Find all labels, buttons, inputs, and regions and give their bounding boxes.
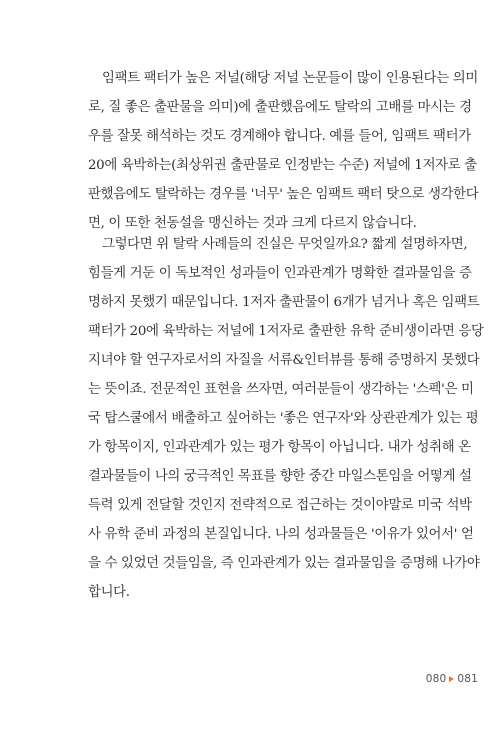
paragraph-line: 득력 있게 전달할 것인지 전략적으로 접근하는 것이야말로 미국 석박 [88, 498, 472, 513]
right-page-number: 081 [457, 673, 478, 685]
paragraph-line: 20에 육박하는(최상위권 출판물로 인정받는 수준) 저널에 1저자로 출 [88, 158, 477, 173]
paragraph-line: 팩터가 20에 육박하는 저널에 1저자로 출판한 유학 준비생이라면 응당 [88, 324, 484, 339]
paragraph-1 [88, 64, 479, 238]
paragraph-line: 힘들게 거둔 이 독보적인 성과들이 인과관계가 명확한 결과물임을 증 [88, 266, 472, 281]
paragraph-line: 그렇다면 위 탈락 사례들의 진실은 무엇일까요? 짧게 설명하자면, [102, 237, 468, 252]
paragraph-line: 국 탑스쿨에서 배출하고 싶어하는 '좋은 연구자'와 상관관계가 있는 평 [88, 411, 479, 426]
right-triangle-icon [449, 676, 454, 682]
paragraph-line: 우를 잘못 해석하는 것도 경계해야 합니다. 예를 들어, 임팩트 팩터가 [88, 129, 471, 144]
paragraph-line: 명하지 못했기 때문입니다. 1저자 출판물이 6개가 넘거나 혹은 임팩트 [88, 295, 480, 310]
paragraph-line: 결과물들이 나의 궁극적인 목표를 향한 중간 마일스톤임을 어떻게 설 [88, 469, 472, 484]
left-page-number: 080 [425, 673, 447, 685]
paragraph-line: 합니다. [88, 585, 130, 600]
paragraph-line: 가 항목이지, 인과관계가 있는 평가 항목이 아닙니다. 내가 성취해 온 [88, 440, 471, 455]
paragraph-line: 을 수 있었던 것들임을, 즉 인과관계가 있는 결과물임을 증명해 나가야 [88, 556, 480, 571]
paragraph-line: 는 뜻이죠. 전문적인 표현을 쓰자면, 여러분들이 생각하는 '스펙'은 미 [88, 382, 474, 397]
paragraph-line: 지녀야 할 연구자로서의 자질을 서류&인터뷰를 통해 증명하지 못했다 [88, 353, 480, 368]
page-numbers [426, 673, 478, 685]
paragraph-line: 임팩트 팩터가 높은 저널(해당 저널 논문들이 많이 인용된다는 의미 [102, 71, 478, 86]
paragraph-2 [88, 230, 484, 607]
paragraph-line: 사 유학 준비 과정의 본질입니다. 나의 성과물들은 '이유가 있어서' 얻 [88, 527, 474, 542]
paragraph-line: 판했음에도 탈락하는 경우를 '너무' 높은 임팩트 팩터 탓으로 생각한다 [88, 187, 479, 202]
paragraph-line: 면, 이 또한 천동설을 맹신하는 것과 크게 다르지 않습니다. [88, 216, 417, 231]
paragraph-line: 로, 질 좋은 출판물을 의미)에 출판했음에도 탈락의 고배를 마시는 경 [88, 100, 472, 115]
